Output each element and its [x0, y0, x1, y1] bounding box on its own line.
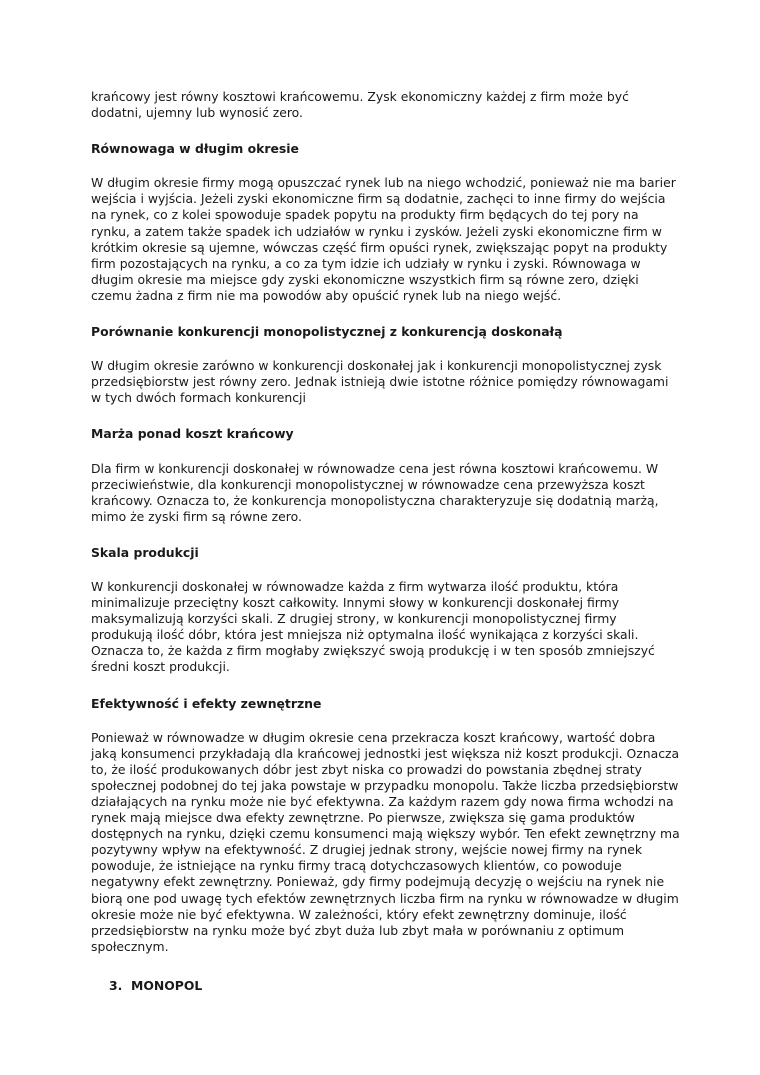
chapter-heading-monopoly [91, 978, 681, 994]
section-body-efficiency: Ponieważ w równowadze w długim okresie cena przekracza koszt krańcowy, wartość dobra jaką konsumenci przykładają dla krańcowej jednostki jest większa niż koszt produkcji. Oznacza to, że ilość produkowanych dóbr jest zbyt niska co prowadzi do powstania zbędnej straty społecznej podobnej do tej jaka powstaje w przypadku monopolu. Także liczba przedsiębiorstw działających na rynku może nie być efektywna. Za każdym razem gdy nowa firma wchodzi na rynek mają miejsce dwa efekty zewnętrzne. Po pierwsze, zwiększa się gama produktów dostępnych na rynku, dzięki czemu konsumenci mają większy wybór. Ten efekt zewnętrzny ma pozytywny wpływ na efektywność. Z drugiej jednak strony, wejście nowej firmy na rynek powoduje, że istniejące na rynku firmy tracą dotychczasowych klientów, co powoduje negatywny efekt zewnętrzny. Ponieważ, gdy firmy podejmują decyzję o wejściu na rynek nie biorą one pod uwagę tych efektów zewnętrznych liczba firm na rynku w równowadze w długim okresie może nie być efektywna. W zależności, który efekt zewnętrzny dominuje, ilość przedsiębiorstw na rynku może być zbyt duża lub zbyt mała w porównaniu z optimum społecznym. [91, 729, 680, 954]
section-body-comparison: W długim okresie zarówno w konkurencji doskonałej jak i konkurencji monopolistycznej zysk przedsiębiorstw jest równy zero. Jednak istnieją dwie istotne różnice pomiędzy równowagami w tych dwóch formach konkurencji [91, 358, 669, 406]
section-heading-comparison: Porównanie konkurencji monopolistycznej z konkurencją doskonałą [91, 324, 563, 340]
section-heading-markup: Marża ponad koszt krańcowy [91, 426, 294, 442]
section-heading-scale: Skala produkcji [91, 544, 199, 560]
section-heading-long-run-equilibrium: Równowaga w długim okresie [91, 141, 299, 157]
section-body-scale: W konkurencji doskonałej w równowadze każda z firm wytwarza ilość produktu, która minimalizuje przeciętny koszt całkowity. Innymi słowy w konkurencji doskonałej firmy maksymalizują korzyści skali. Z drugiej strony, w konkurencji monopolistycznej firmy produkują ilość dóbr, która jest mniejsza niż optymalna ilość wynikająca z korzyści skali. Oznacza to, że każda z firm mogłaby zwiększyć swoją produkcję i w ten sposób zmniejszyć średni koszt produkcji. [91, 578, 655, 675]
section-body-long-run-equilibrium: W długim okresie firmy mogą opuszczać rynek lub na niego wchodzić, ponieważ nie ma barier wejścia i wyjścia. Jeżeli zyski ekonomiczne firm są dodatnie, zachęci to inne firmy do wejścia na rynek, co z kolei spowoduje spadek popytu na produkty firm będących do tej pory na rynku, a zatem także spadek ich udziałów w rynku i zysków. Jeżeli zyski ekonomiczne firm w krótkim okresie są ujemne, wówczas część firm opuści rynek, zwiększając popyt na produkty firm pozostających na rynku, a co za tym idzie ich udziały w rynku i zyski. Równowaga w długim okresie ma miejsce gdy zyski ekonomiczne wszystkich firm są równe zero, dzięki czemu żadna z firm nie ma powodów aby opuścić rynek lub na niego wejść. [91, 175, 676, 303]
section-heading-efficiency: Efektywność i efekty zewnętrzne [91, 695, 322, 711]
intro-paragraph: krańcowy jest równy kosztowi krańcowemu. Zysk ekonomiczny każdej z firm może być dodatni, ujemny lub wynosić zero. [91, 89, 629, 121]
chapter-number: 3. [109, 977, 123, 993]
section-body-markup: Dla firm w konkurencji doskonałej w równowadze cena jest równa kosztowi krańcowemu. W przeciwieństwie, dla konkurencji monopolistycznej w równowadze cena przewyższa koszt krańcowy. Oznacza to, że konkurencja monopolistyczna charakteryzuje się dodatnią marżą, mimo że zyski firm są równe zero. [91, 460, 659, 524]
chapter-title: MONOPOL [131, 977, 203, 993]
document-page [91, 89, 681, 994]
